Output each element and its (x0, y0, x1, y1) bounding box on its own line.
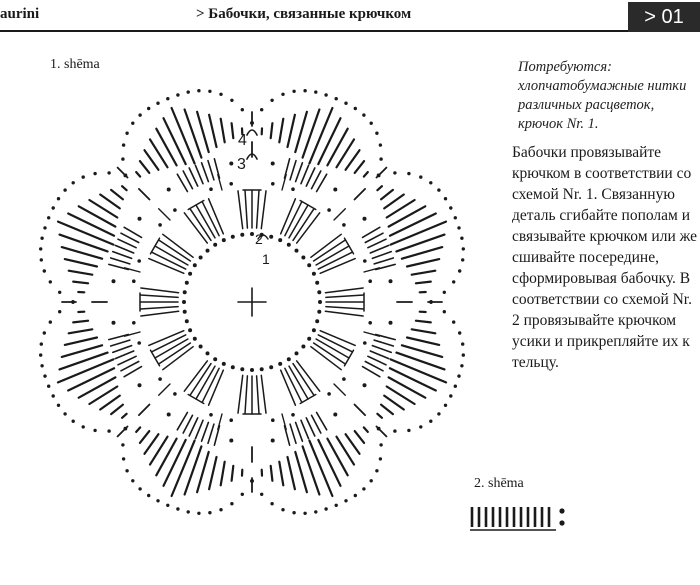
row-number-4: 4 (238, 132, 247, 149)
instructions-paragraph: Бабочки провязывайте крючком в соответствии со схемой Nr. 1. Связанную деталь сгибайте пополам и связывайте крючком или же сшивайте посередине, сформировывая бабочку. В соответствии со схемой Nr. 2 провязывайте крючком усики и прикрепляйте их к тельцу. (512, 144, 698, 371)
scheme-1-label: 1. shēma (50, 57, 100, 72)
page-number-badge: > 01 (628, 2, 700, 32)
header-rule (0, 30, 628, 32)
row-number-2: 2 (255, 231, 263, 247)
sidebar-text (512, 58, 700, 373)
page-title: > Бабочки, связанные крючком (196, 6, 412, 22)
row-number-1: 1 (262, 251, 270, 267)
materials-note: Потребуются: хлопчатобумажные нитки различных расцветок, крючок Nr. 1. (518, 59, 687, 132)
crochet-scheme-1 (0, 55, 505, 585)
scheme-2-label: 2. shēma (474, 476, 524, 491)
header-section-name: aurini (0, 6, 40, 22)
crochet-scheme-2 (470, 505, 570, 535)
row-number-3: 3 (237, 156, 246, 173)
